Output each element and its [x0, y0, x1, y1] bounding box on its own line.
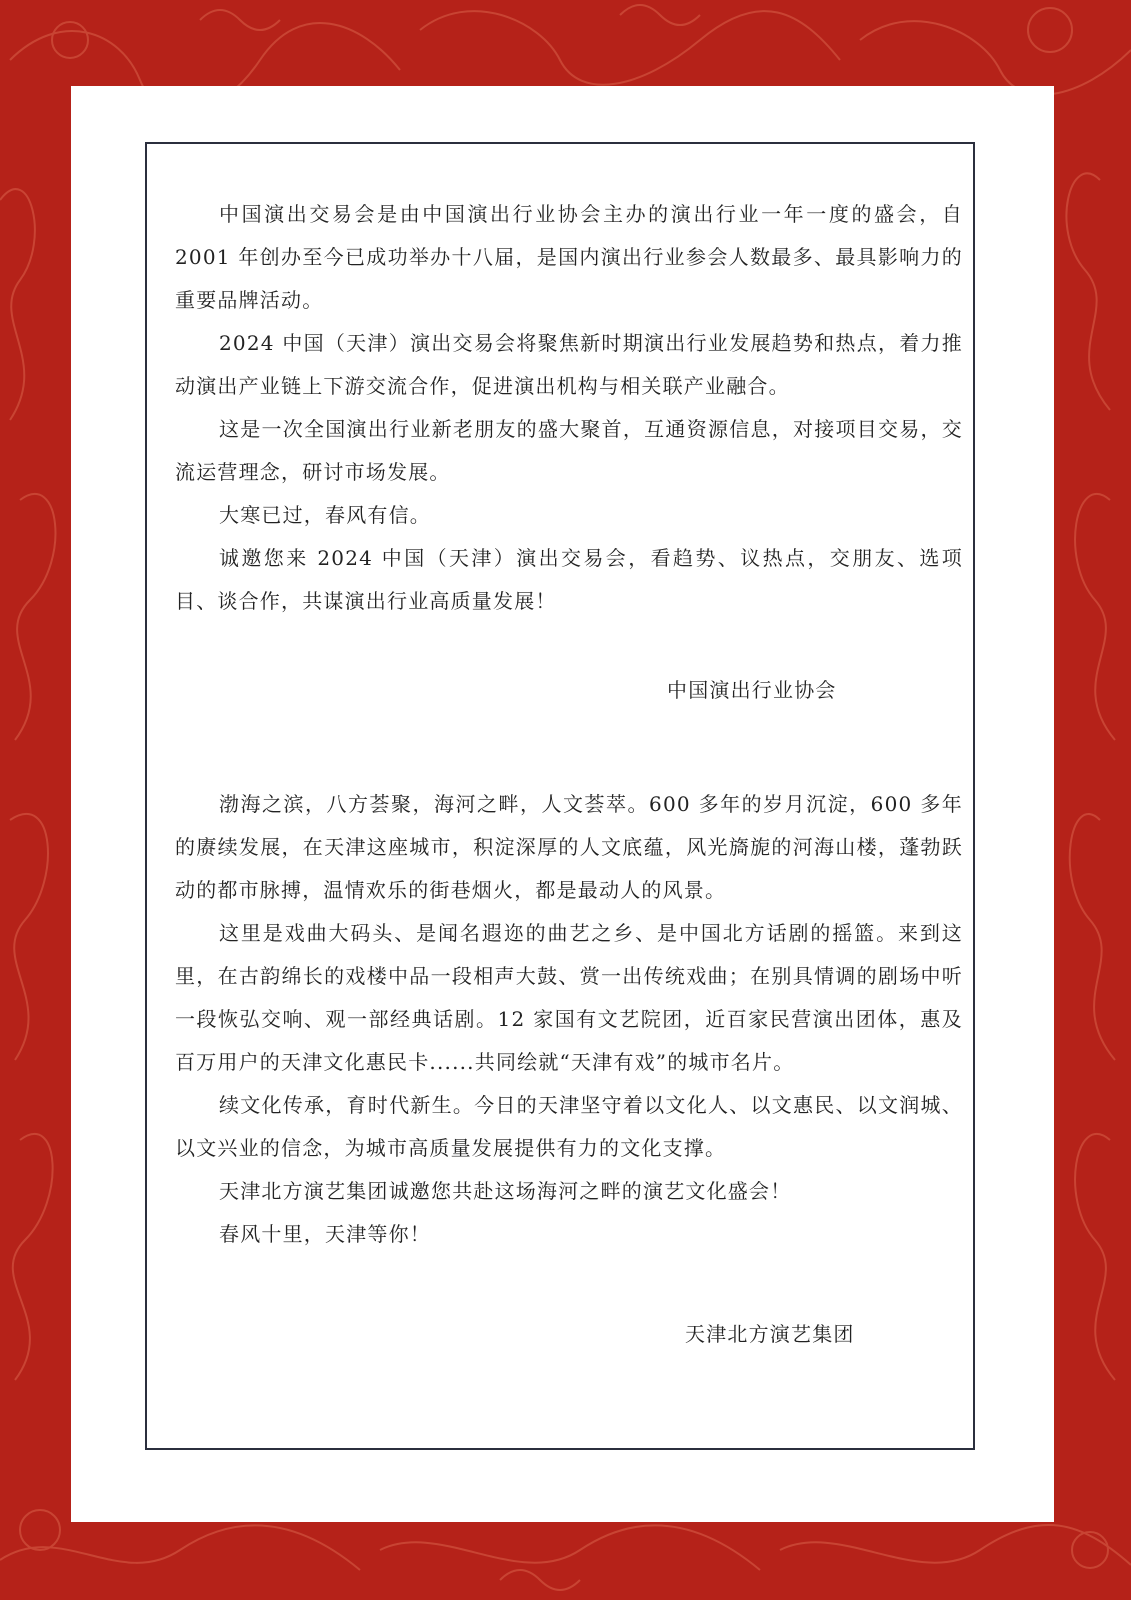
letter-association — [175, 193, 963, 623]
paragraph: 2024 中国（天津）演出交易会将聚焦新时期演出行业发展趋势和热点，着力推动演出产业链上下游交流合作，促进演出机构与相关联产业融合。 — [175, 331, 963, 398]
paragraph: 渤海之滨，八方荟聚，海河之畔，人文荟萃。600 多年的岁月沉淀，600 多年的赓续发展，在天津这座城市，积淀深厚的人文底蕴，风光旖旎的河海山楼，蓬勃跃动的都市脉搏，温情欢乐的街巷烟火，都是最动人的风景。 — [175, 792, 963, 902]
signature-tianjin: 天津北方演艺集团 — [685, 1322, 855, 1346]
paragraph: 中国演出交易会是由中国演出行业协会主办的演出行业一年一度的盛会，自2001 年创办至今已成功举办十八届，是国内演出行业参会人数最多、最具影响力的重要品牌活动。 — [175, 202, 963, 312]
letter-tianjin — [175, 783, 963, 1256]
paragraph: 诚邀您来 2024 中国（天津）演出交易会，看趋势、议热点，交朋友、选项目、谈合作，共谋演出行业高质量发展！ — [175, 546, 963, 613]
paragraph: 天津北方演艺集团诚邀您共赴这场海河之畔的演艺文化盛会！ — [219, 1179, 792, 1203]
white-paper — [71, 86, 1054, 1522]
paragraph: 这是一次全国演出行业新老朋友的盛大聚首，互通资源信息，对接项目交易，交流运营理念，研讨市场发展。 — [175, 417, 963, 484]
paragraph: 春风十里，天津等你！ — [219, 1222, 431, 1246]
paragraph: 这里是戏曲大码头、是闻名遐迩的曲艺之乡、是中国北方话剧的摇篮。来到这里，在古韵绵长的戏楼中品一段相声大鼓、赏一出传统戏曲；在别具情调的剧场中听一段恢弘交响、观一部经典话剧。12 家国有文艺院团，近百家民营演出团体，惠及百万用户的天津文化惠民卡......共同绘就“天津有戏”的城市名片。 — [175, 921, 963, 1074]
paragraph: 续文化传承，育时代新生。今日的天津坚守着以文化人、以文惠民、以文润城、以文兴业的信念，为城市高质量发展提供有力的文化支撑。 — [175, 1093, 963, 1160]
paragraph: 大寒已过，春风有信。 — [219, 503, 431, 527]
signature-association: 中国演出行业协会 — [667, 678, 837, 702]
